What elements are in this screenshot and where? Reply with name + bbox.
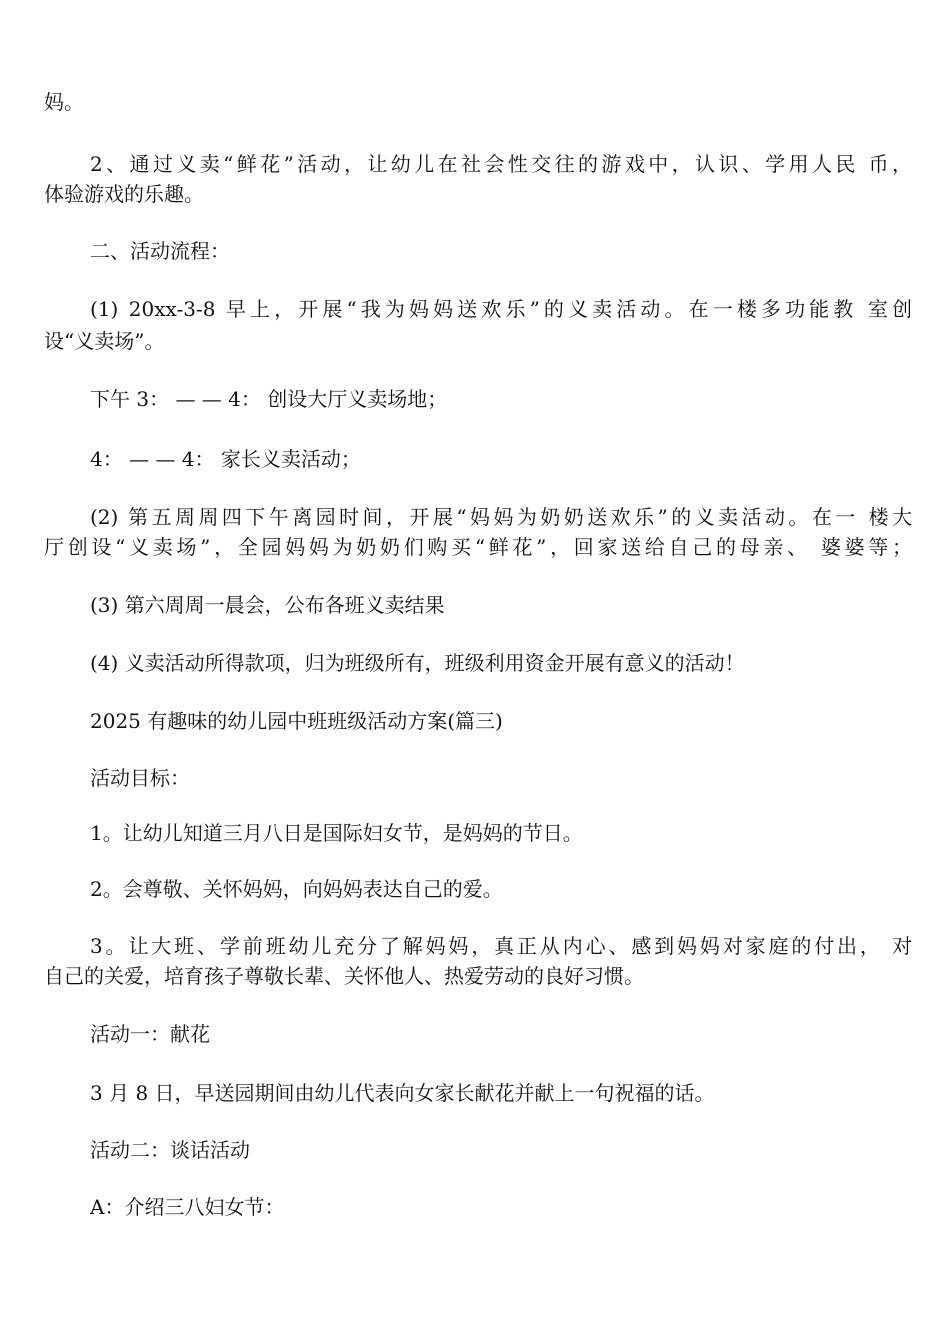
- text-line: 1。让幼儿知道三月八日是国际妇女节，是妈妈的节日。: [90, 821, 583, 845]
- text-line: (3) 第六周周一晨会，公布各班义卖结果: [90, 593, 445, 617]
- text-line: (1) 20xx-3-8 早上，开展“我为妈妈送欢乐”的义卖活动。在一楼多功能教 室创: [90, 297, 912, 321]
- text-line: 3。让大班、学前班幼儿充分了解妈妈，真正从内心、感到妈妈对家庭的付出， 对: [90, 934, 912, 958]
- section-heading: 活动二：谈话活动: [90, 1138, 250, 1162]
- section-title: 2025 有趣味的幼儿园中班班级活动方案(篇三): [90, 709, 503, 733]
- section-heading: 活动目标：: [90, 766, 190, 790]
- text-line: (2) 第五周周四下午离园时间，开展“妈妈为奶奶送欢乐”的义卖活动。在一 楼大: [90, 505, 912, 529]
- text-line: 设“义卖场”。: [44, 329, 165, 353]
- text-line: 下午 3： — — 4： 创设大厅义卖场地；: [90, 387, 448, 411]
- text-line: 3 月 8 日，早送园期间由幼儿代表向女家长献花并献上一句祝福的话。: [90, 1081, 715, 1105]
- text-line: A：介绍三八妇女节：: [90, 1195, 285, 1219]
- text-line: 体验游戏的乐趣。: [44, 182, 204, 206]
- text-line: 厅创设“义卖场”，全园妈妈为奶奶们购买“鲜花”，回家送给自己的母亲、 婆婆等；: [44, 535, 912, 559]
- text-line: 妈。: [44, 90, 84, 114]
- text-line: (4) 义卖活动所得款项，归为班级所有，班级利用资金开展有意义的活动！: [90, 651, 745, 675]
- text-line: 2。会尊敬、关怀妈妈，向妈妈表达自己的爱。: [90, 877, 503, 901]
- text-line: 4： — — 4： 家长义卖活动；: [90, 447, 361, 471]
- section-heading: 活动一：献花: [90, 1022, 210, 1046]
- text-line: 自己的关爱，培育孩子尊敬长辈、关怀他人、热爱劳动的良好习惯。: [44, 964, 644, 988]
- text-line: 2、通过义卖“鲜花”活动，让幼儿在社会性交往的游戏中，认识、学用人民 币，: [90, 152, 912, 176]
- section-heading: 二、活动流程：: [90, 239, 230, 263]
